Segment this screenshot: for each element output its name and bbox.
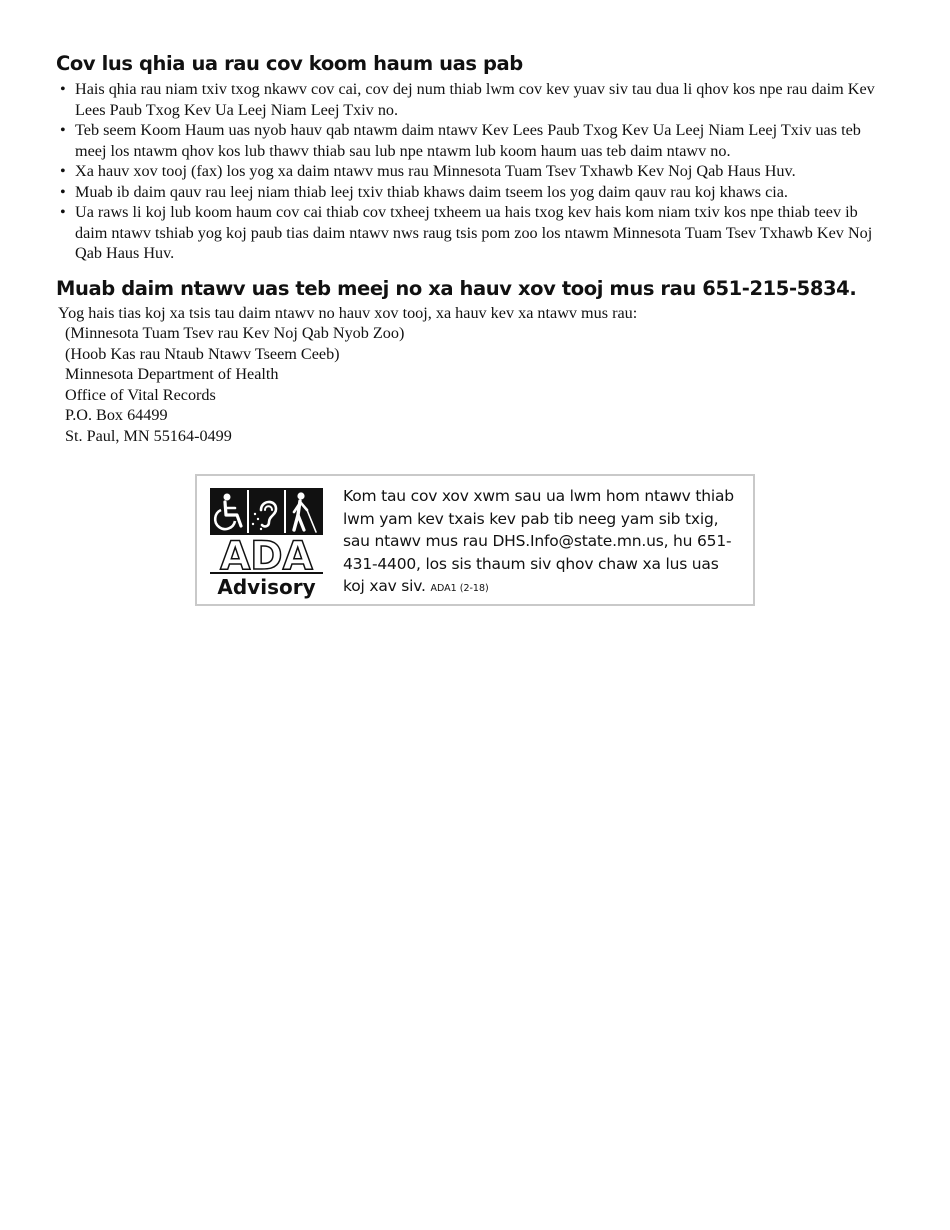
ada-advisory-text bbox=[343, 485, 743, 601]
mailing-address bbox=[65, 323, 404, 446]
address-line: St. Paul, MN 55164-0499 bbox=[65, 426, 232, 445]
address-line: P.O. Box 64499 bbox=[65, 406, 168, 424]
list-item bbox=[56, 182, 882, 203]
address-line: (Minnesota Tuam Tsev rau Kev Noj Qab Nyob Zoo) bbox=[65, 324, 405, 342]
bullet-icon: • bbox=[60, 182, 66, 201]
list-item-text: Muab ib daim qauv rau leej niam thiab leej txiv thiab khaws daim tseem los yog daim qauv rau koj khaws cia. bbox=[75, 182, 788, 201]
ada-message: Kom tau cov xov xwm sau ua lwm hom ntawv thiab lwm yam kev txais kev pab tib neeg yam sib txig, sau ntawv mus rau DHS.Info@state.mn.us, hu 651-431-4400, los sis thaum siv qhov chaw xa lus uas koj xav siv. bbox=[343, 487, 734, 595]
bullet-icon: • bbox=[60, 121, 66, 139]
list-item-text: Hais qhia rau niam txiv txog nkawv cov cai, cov dej num thiab lwm cov kev yuav siv tau dua li qhov kos npe rau daim Kev Lees Paub Txog Kev Ua Leej Niam Leej Txiv no. bbox=[75, 80, 875, 119]
list-item-text: Teb seem Koom Haum uas nyob hauv qab ntawm daim ntawv Kev Lees Paub Txog Kev Ua Leej Niam Leej Txiv uas teb meej los ntawm qhov kos lub thawv thiab sau lub npe ntawm lub koom haum uas teb daim ntawv no. bbox=[75, 121, 861, 160]
fax-instructions-heading: Muab daim ntawv uas teb meej no xa hauv xov tooj mus rau 651-215-5834. bbox=[56, 277, 857, 300]
ada-form-code: ADA1 (2-18) bbox=[430, 583, 489, 594]
address-line: Minnesota Department of Health bbox=[65, 365, 279, 383]
bullet-icon: • bbox=[60, 162, 66, 180]
list-item bbox=[56, 79, 882, 120]
list-item-text: Ua raws li koj lub koom haum cov cai thiab cov txheej txheem ua hais txog kev hais kom niam txiv kos npe thiab teev ib daim ntawv tshiab yog koj paub tias daim ntawv nws raug tsis pom zoo los ntawm Minnesota Tuam Tsev Txhawb Kev Noj Qab Haus Huv. bbox=[75, 203, 873, 262]
bullet-icon: • bbox=[60, 203, 66, 221]
mail-instructions-text: Yog hais tias koj xa tsis tau daim ntawv no hauv xov tooj, xa hauv kev xa ntawv mus rau: bbox=[58, 304, 638, 322]
ada-logo-text: ADA bbox=[220, 534, 313, 579]
list-item bbox=[56, 161, 882, 182]
list-item bbox=[56, 202, 882, 264]
agency-instructions-heading: Cov lus qhia ua rau cov koom haum uas pab bbox=[56, 52, 523, 75]
address-line: Office of Vital Records bbox=[65, 385, 216, 404]
list-item-text: Xa hauv xov tooj (fax) los yog xa daim ntawv mus rau Minnesota Tuam Tsev Txhawb Kev Noj Qab Haus Huv. bbox=[75, 162, 796, 180]
ada-advisory-box bbox=[195, 474, 755, 606]
agency-instructions-list bbox=[56, 79, 882, 264]
ada-advisory-logo bbox=[210, 488, 323, 600]
bullet-icon: • bbox=[60, 80, 66, 98]
address-line: (Hoob Kas rau Ntaub Ntawv Tseem Ceeb) bbox=[65, 344, 340, 363]
ada-logo-subtext: Advisory bbox=[217, 575, 316, 599]
list-item bbox=[56, 120, 882, 161]
